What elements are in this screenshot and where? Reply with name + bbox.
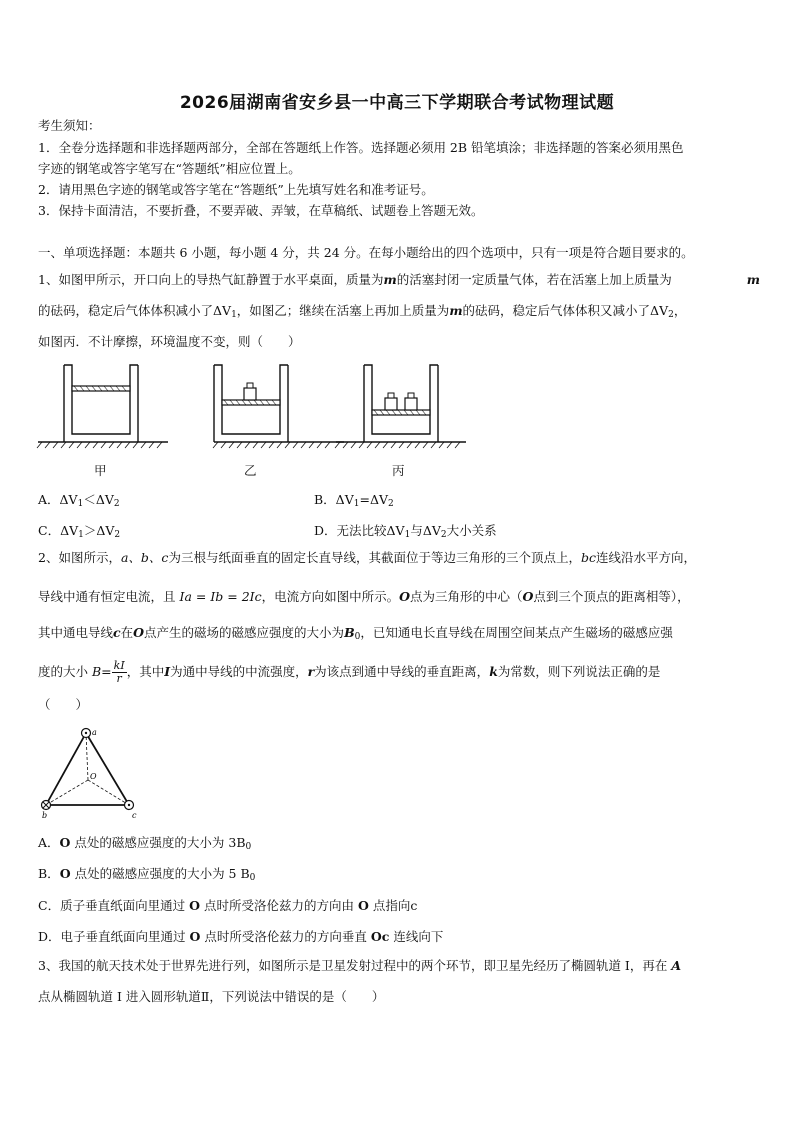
notice-item-1b: 字迹的钢笔或答字笔写在“答题纸”相应位置上。 [38, 161, 301, 176]
q1-option-d[interactable]: D．无法比较$\Delta V_1$与$\Delta V_2$大小关系 [314, 523, 497, 540]
label-a: a [92, 728, 97, 737]
section-heading: 一、单项选择题：本题共 6 小题，每小题 4 分，共 24 分。在每小题给出的四个选项中，只有一项是符合题目要求的。 [38, 245, 694, 260]
notice-item-1a: 1．全卷分选择题和非选择题两部分，全部在答题纸上作答。选择题必须用 2B 铅笔填涂；非选择题的答案必须用黑色 [38, 140, 684, 155]
q1-option-c[interactable]: C．$\Delta V_1>\Delta V_2$ [38, 523, 121, 540]
q2-line-4: 度的大小 B= $\frac{kI}{r}$ ，其中I为通中导线的中流强度，r为该点到通中导线的垂直距离，k为常数，则下列说法正确的是 [38, 659, 661, 685]
q1-option-b[interactable]: B．$\Delta V_1=\Delta V_2$ [314, 492, 394, 509]
q1-option-a[interactable]: A．$\Delta V_1<\Delta V_2$ [38, 492, 120, 509]
q2-line-3: 其中通电导线c在O点产生的磁场的磁感应强度的大小为$B_0$，已知通电长直导线在周围空间某点产生磁场的磁感应强 [38, 625, 673, 642]
q1-line-3: 如图丙．不计摩擦，环境温度不变，则（ ） [38, 334, 301, 349]
formula-fraction: $\frac{kI}{r}$ [113, 659, 125, 685]
notice-heading: 考生须知： [38, 118, 101, 133]
fig-label-bing: 丙 [392, 463, 405, 478]
q2-line-5: （ ） [38, 697, 89, 712]
label-o: O [90, 772, 97, 781]
q2-option-c[interactable]: C．质子垂直纸面向里通过 O 点时所受洛伦兹力的方向由 O 点指向c [38, 898, 418, 913]
fig-label-yi: 乙 [244, 463, 257, 478]
q2-line-1: 2、如图所示，a、b、c为三根与纸面垂直的固定长直导线，其截面位于等边三角形的三个顶点上，bc连线沿水平方向， [38, 550, 696, 565]
q2-option-b[interactable]: B．O 点处的磁感应强度的大小为 5 $B_0$ [38, 866, 256, 883]
fig-label-jia: 甲 [94, 463, 107, 478]
cylinder-figures [36, 360, 466, 455]
notice-item-3: 3．保持卡面清洁，不要折叠，不要弄破、弄皱，在草稿纸、试题卷上答题无效。 [38, 203, 484, 218]
q3-line-2: 点从椭圆轨道 I 进入圆形轨道Ⅱ，下列说法中错误的是（ ） [38, 989, 385, 1004]
page-title: 2026届湖南省安乡县一中高三下学期联合考试物理试题 [179, 93, 615, 113]
q1-line-2: 的砝码，稳定后气体体积减小了$\Delta V_1$，如图乙；继续在活塞上再加上质量为m的砝码，稳定后气体体积又减小了$\Delta V_2$， [38, 303, 687, 320]
notice-item-2: 2．请用黑色字迹的钢笔或答字笔在“答题纸”上先填写姓名和准考证号。 [38, 182, 434, 197]
q1-line-1: 1、如图甲所示，开口向上的导热气缸静置于水平桌面，质量为m的活塞封闭一定质量气体，若在活塞上加上质量为 m [38, 272, 760, 287]
q3-line-1: 3、我国的航天技术处于世界先进行列，如图所示是卫星发射过程中的两个环节，即卫星先经历了椭圆轨道 I，再在 A [38, 958, 682, 973]
triangle-wire-figure [36, 725, 146, 820]
q2-option-d[interactable]: D．电子垂直纸面向里通过 O 点时所受洛伦兹力的方向垂直 Oc 连线向下 [38, 929, 444, 944]
label-c: c [132, 811, 137, 820]
q2-line-2: 导线中通有恒定电流，且 Ia = Ib = 2Ic，电流方向如图中所示。O点为三角形的中心（O点到三个顶点的距离相等）， [38, 589, 690, 604]
q2-option-a[interactable]: A．O 点处的磁感应强度的大小为 $3B_0$ [38, 835, 252, 852]
label-b: b [42, 811, 48, 820]
